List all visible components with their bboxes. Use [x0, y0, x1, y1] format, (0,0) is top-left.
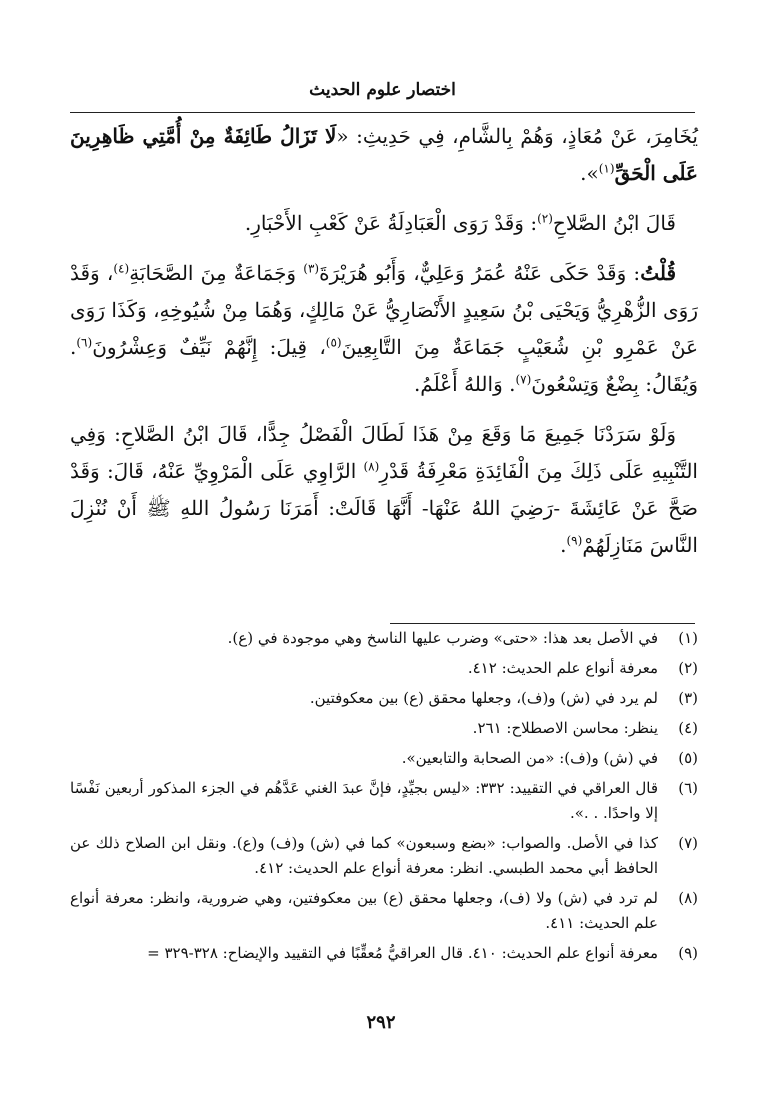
footnote-separator	[390, 623, 695, 624]
footnote-number: (٨)	[678, 889, 698, 907]
main-text	[70, 118, 698, 577]
footnote-text: كذا في الأصل. والصواب: «بضع وسبعون» كما في (ش) و(ف) و(ع). ونقل ابن الصلاح ذلك عن الحافظ أبي محمد الطبسي. انظر: معرفة أنواع علم الحديث: ٤١٢.	[70, 834, 658, 877]
footnote-number: (١)	[678, 629, 698, 647]
footnote-text: قال العراقي في التقييد: ٣٣٢: «ليس بجيِّدٍ، فإنَّ عبدَ الغني عَدَّهُم في الجزء المذكور أربعين نَفْسًا إلا واحدًا. . .».	[70, 779, 658, 822]
footnote-item	[70, 886, 698, 936]
footnote-item	[70, 746, 698, 771]
footnote-ref[interactable]: (٥)	[325, 335, 342, 350]
footnote-number: (٦)	[678, 779, 698, 797]
footnote-text: في (ش) و(ف): «من الصحابة والتابعين».	[401, 749, 658, 767]
footnote-item	[70, 716, 698, 741]
text-run: .	[560, 533, 567, 557]
qultu-lead: قُلْتُ	[640, 261, 677, 285]
paragraph-4	[70, 416, 698, 564]
footnote-item	[70, 776, 698, 826]
text-run: قَالَ ابْنُ الصَّلاحِ	[552, 211, 676, 235]
footnote-text: معرفة أنواع علم الحديث: ٤١٢.	[467, 659, 658, 677]
footnote-ref[interactable]: (٦)	[76, 335, 93, 350]
paragraph-2	[70, 205, 698, 242]
text-run: : وَقَدْ رَوَى الْعَبَادِلَةُ عَنْ كَعْبِ الأَحْبَارِ.	[244, 211, 538, 235]
footnote-item	[70, 941, 698, 966]
hadith-quote: لَا تَزَالُ طَائِفَةٌ مِنْ أُمَّتِي ظَاهِرِينَ عَلَى الْحَقِّ	[70, 124, 698, 185]
text-run: وَلَوْ سَرَدْنَا جَمِيعَ مَا وَقَعَ مِنْ هَذَا لَطَالَ الْفَصْلُ جِدًّا، قَالَ ابْنُ الصَّلاحِ: وَفِي التَّنْبِيهِ عَلَى ذَلِكَ مِنَ الْفَائِدَةِ مَعْرِفَةُ قَدْرِ	[70, 422, 698, 483]
footnote-item	[70, 831, 698, 881]
text-run: ، قِيلَ: إِنَّهُمْ نَيِّفٌ وَعِشْرُونَ	[92, 335, 326, 359]
page-number: ٢٩٢	[366, 1012, 396, 1033]
text-run: . وَاللهُ أَعْلَمُ.	[413, 372, 516, 396]
footnote-text: معرفة أنواع علم الحديث: ٤١٠. قال العراقيُّ مُعقِّبًا في التقييد والإيضاح: ٣٢٨-٣٢٩ =	[147, 944, 658, 962]
footnote-text: لم ترد في (ش) ولا (ف)، وجعلها محقق (ع) بين معكوفتين، وهي ضرورية، وانظر: معرفة أنواع علم الحديث: ٤١١.	[70, 889, 658, 932]
text-run: ، وَقَدْ رَوَى الزُّهْرِيُّ وَيَحْيَى بْنُ سَعِيدٍ الأَنْصَارِيُّ عَنْ مَالِكٍ، وَهُمَا مِنْ شُيُوخِهِ، وَكَذَا رَوَى عَنْ عَمْرِو بْنِ شُعَيْبٍ جَمَاعَةٌ مِنَ التَّابِعِينَ	[70, 261, 699, 359]
footnote-number: (٥)	[678, 749, 698, 767]
header-rule	[70, 112, 695, 113]
footnote-number: (٣)	[678, 689, 698, 707]
footnote-list	[70, 626, 698, 971]
footnote-ref[interactable]: (٣)	[303, 261, 320, 276]
footnote-item	[70, 656, 698, 681]
running-title: اختصار علوم الحديث	[309, 80, 456, 100]
footnote-ref[interactable]: (٢)	[537, 211, 553, 226]
text-run: : وَقَدْ حَكَى عَنْهُ عُمَرُ وَعَلِيٌّ، وَأَبُو هُرَيْرَةَ	[319, 261, 641, 285]
footnote-text: ينظر: محاسن الاصطلاح: ٢٦١.	[472, 719, 658, 737]
text-run: الرَّاوِي عَلَى الْمَرْوِيِّ عَنْهُ، قَالَ: وَقَدْ صَحَّ عَنْ عَائِشَةَ -رَضِيَ اللهُ عَنْهَا- أَنَّهَا قَالَتْ: أَمَرَنَا رَسُولُ اللهِ ﷺ أَنْ نُنْزِلَ النَّاسَ مَنَازِلَهُمْ	[70, 459, 698, 557]
footnote-ref[interactable]: (٧)	[515, 372, 532, 387]
footnote-number: (٤)	[678, 719, 698, 737]
footnote-number: (٧)	[678, 834, 698, 852]
footnote-number: (٢)	[678, 659, 698, 677]
footnote-text: في الأصل بعد هذا: «حتى» وضرب عليها الناسخ وهي موجودة في (ع).	[227, 629, 658, 647]
text-run: . وَيُقَالُ: بِضْعٌ وَتِسْعُونَ	[70, 335, 698, 396]
footnote-ref[interactable]: (٤)	[113, 261, 130, 276]
paragraph-3	[70, 255, 698, 403]
text-run: يُخَامِرَ، عَنْ مُعَاذٍ، وَهُمْ بِالشَّامِ، فِي حَدِيثِ: «	[336, 124, 698, 148]
footnote-text: لم يرد في (ش) و(ف)، وجعلها محقق (ع) بين معكوفتين.	[309, 689, 658, 707]
footnote-item	[70, 686, 698, 711]
text-run: ».	[580, 161, 599, 185]
footnote-number: (٩)	[678, 944, 698, 962]
paragraph-1	[70, 118, 698, 192]
text-run: وَجَمَاعَةٌ مِنَ الصَّحَابَةِ	[129, 261, 304, 285]
footnote-ref[interactable]: (٩)	[566, 533, 583, 548]
footnote-ref[interactable]: (١)	[598, 161, 615, 176]
footnote-ref[interactable]: (٨)	[363, 459, 380, 474]
footnote-item	[70, 626, 698, 651]
